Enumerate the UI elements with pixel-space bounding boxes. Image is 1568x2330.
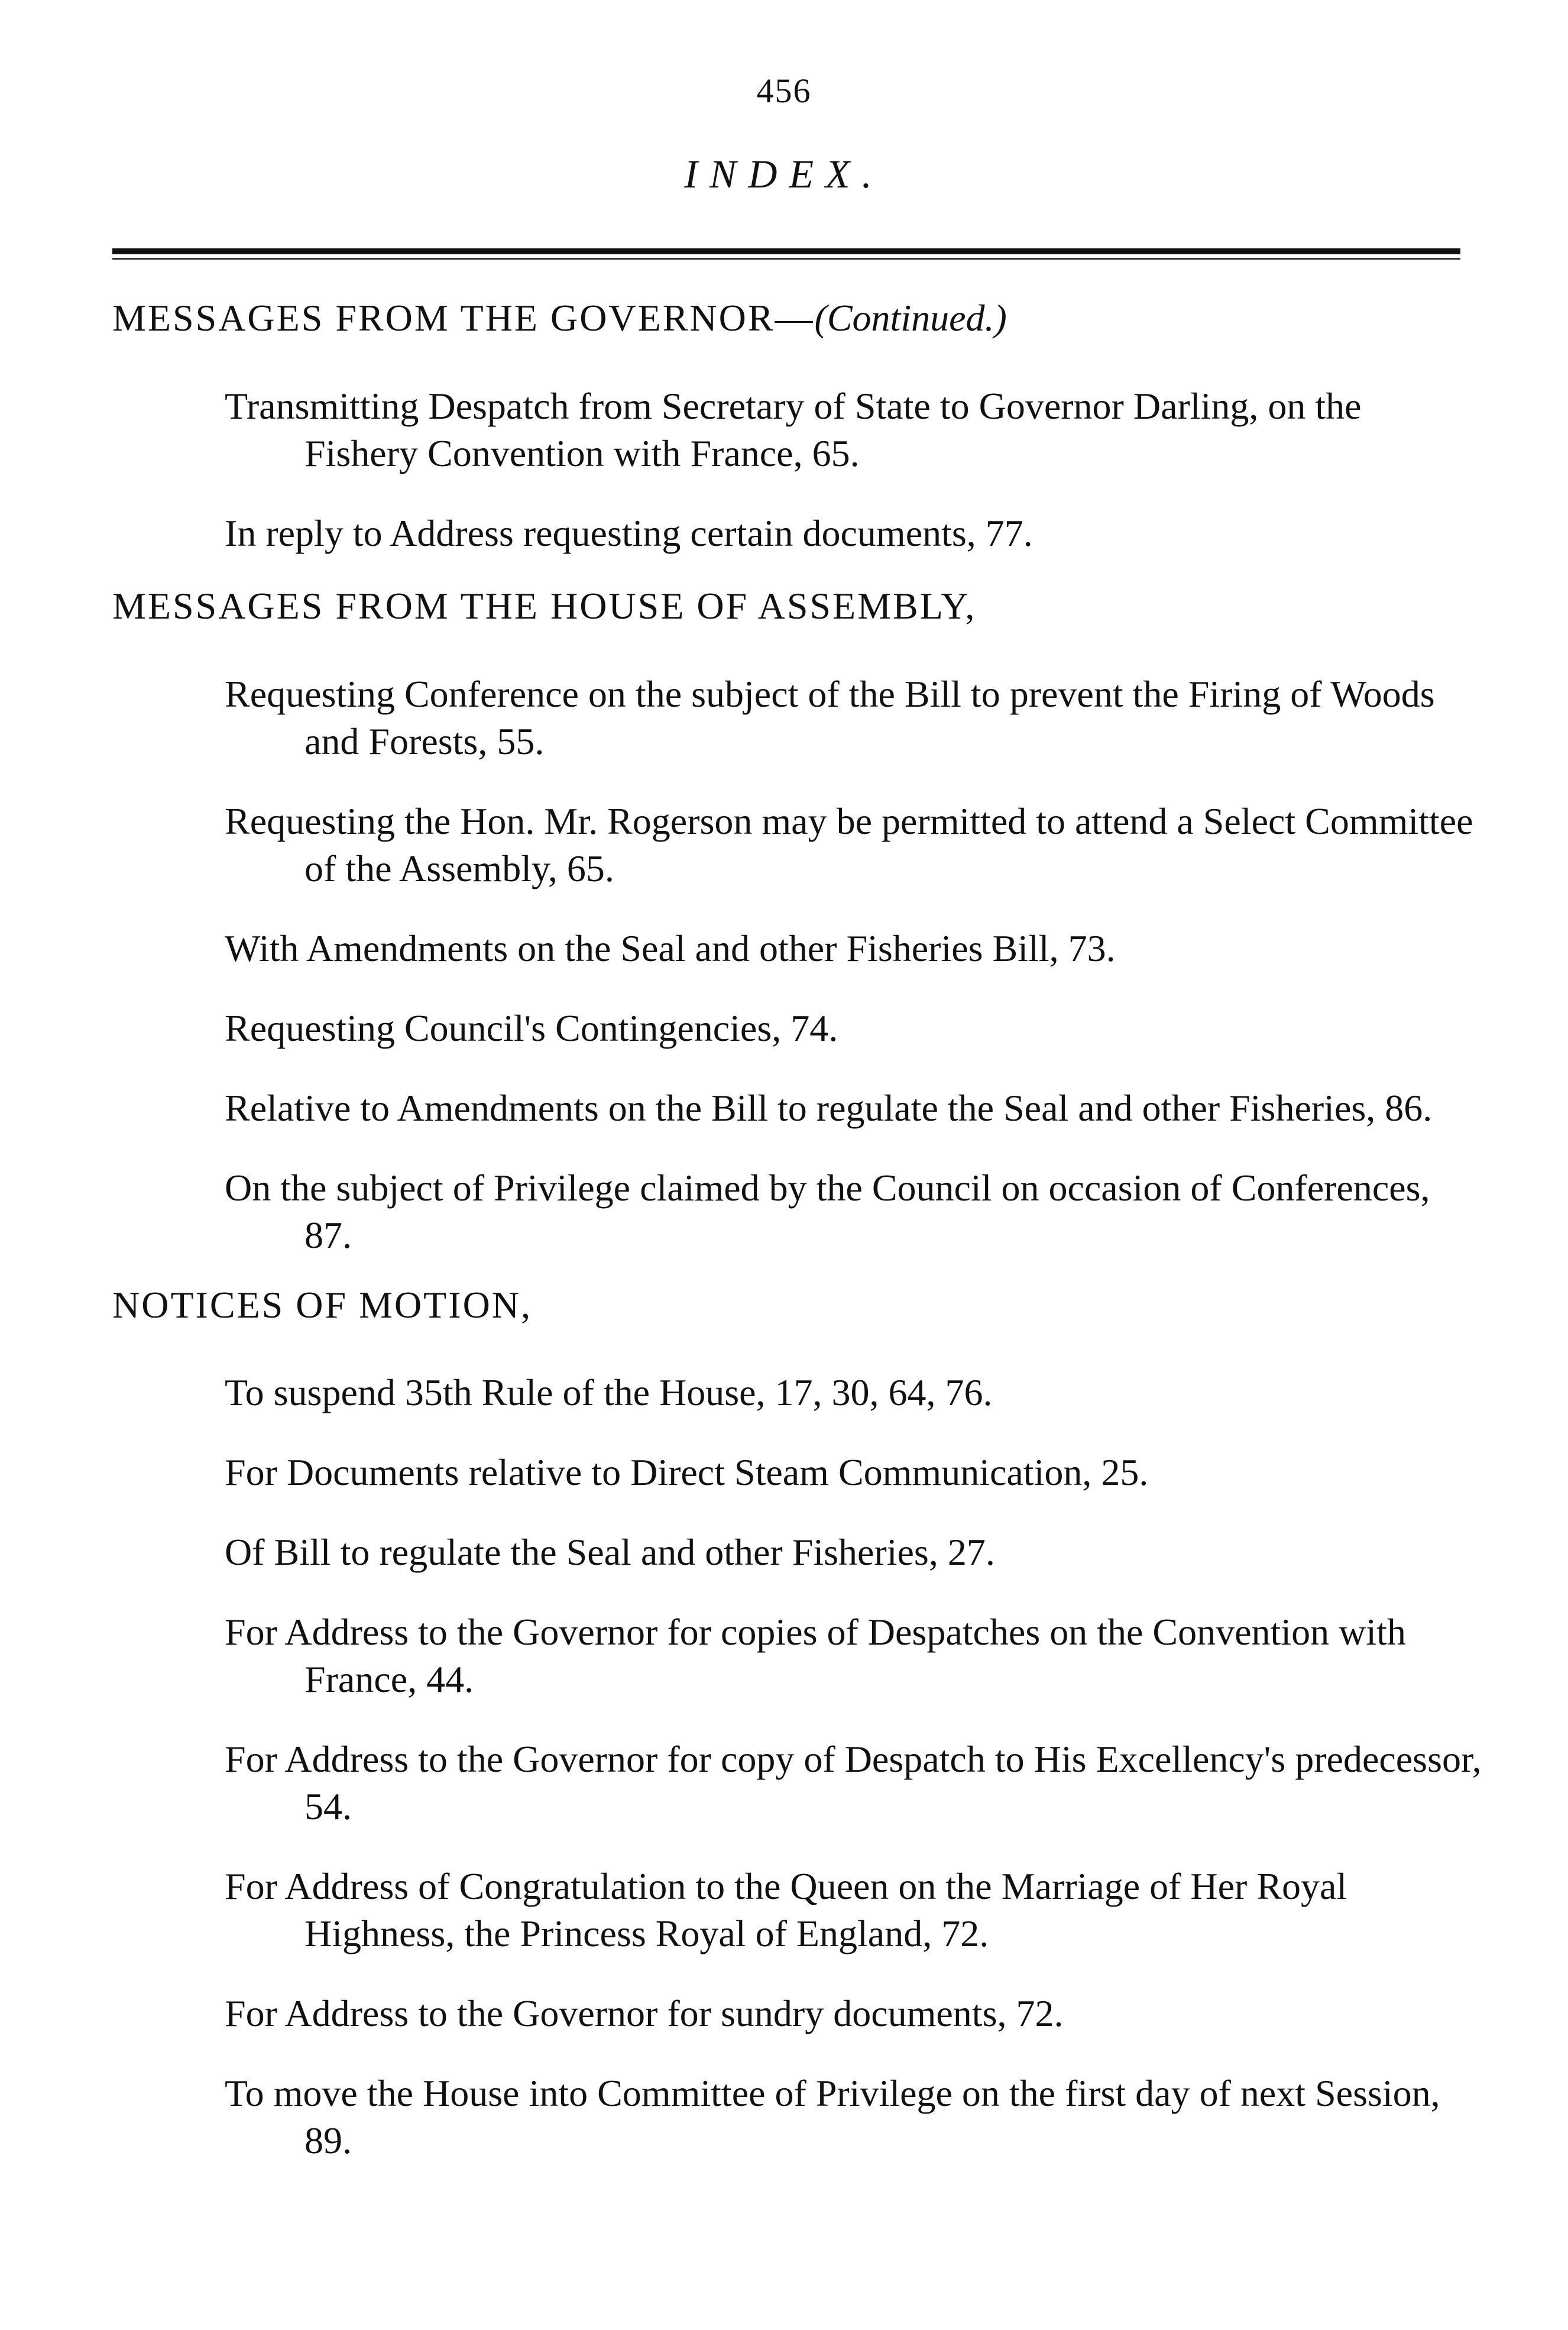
index-entry: Requesting the Hon. Mr. Rogerson may be permitted to attend a Select Committee of the Assembly, 65. [225,800,1473,889]
index-content [112,296,1484,2164]
index-entry: With Amendments on the Seal and other Fisheries Bill, 73. [225,927,1116,969]
section-heading [112,296,1484,341]
entry-list [112,383,1484,557]
entry-list [112,1369,1484,2164]
index-entry: For Address to the Governor for copies of Despatches on the Convention with France, 44. [225,1611,1406,1701]
header-rule-thin [112,258,1460,260]
entry-list [112,671,1484,1259]
index-section-assembly-messages [112,584,1484,1259]
section-heading-text: MESSAGES FROM THE HOUSE OF ASSEMBLY, [112,584,977,627]
section-heading-text: MESSAGES FROM THE GOVERNOR— [112,297,815,339]
index-entry: For Address to the Governor for copy of Despatch to His Excellency's predecessor, 54. [225,1738,1482,1828]
index-entry: On the subject of Privilege claimed by the Council on occasion of Conferences, 87. [225,1166,1430,1256]
index-entry: For Documents relative to Direct Steam Communication, 25. [225,1451,1149,1494]
running-head: INDEX. [684,151,884,196]
section-heading-text: NOTICES OF MOTION, [112,1283,532,1326]
index-entry: Relative to Amendments on the Bill to regulate the Seal and other Fisheries, 86. [225,1086,1433,1129]
header-rule [112,248,1460,254]
index-entry: To suspend 35th Rule of the House, 17, 30, 64, 76. [225,1371,993,1414]
section-heading [112,1283,1484,1328]
index-entry: For Address to the Governor for sundry documents, 72. [225,1992,1064,2035]
section-heading [112,584,1484,629]
index-entry: Requesting Conference on the subject of the Bill to prevent the Firing of Woods and Forests, 55. [225,672,1435,762]
page-number: 456 [756,72,812,110]
index-section-notices-of-motion [112,1283,1484,2165]
index-entry: Of Bill to regulate the Seal and other Fisheries, 27. [225,1531,995,1574]
index-section-governor-messages [112,296,1484,557]
index-entry: In reply to Address requesting certain documents, 77. [225,512,1033,554]
index-entry: To move the House into Committee of Privilege on the first day of next Session, 89. [225,2072,1440,2162]
index-entry: Requesting Council's Contingencies, 74. [225,1007,838,1049]
index-entry: Transmitting Despatch from Secretary of State to Governor Darling, on the Fishery Convention with France, 65. [225,384,1362,474]
section-heading-continued: (Continued.) [814,297,1007,339]
index-entry: For Address of Congratulation to the Queen on the Marriage of Her Royal Highness, the Princess Royal of England, 72. [225,1865,1347,1955]
